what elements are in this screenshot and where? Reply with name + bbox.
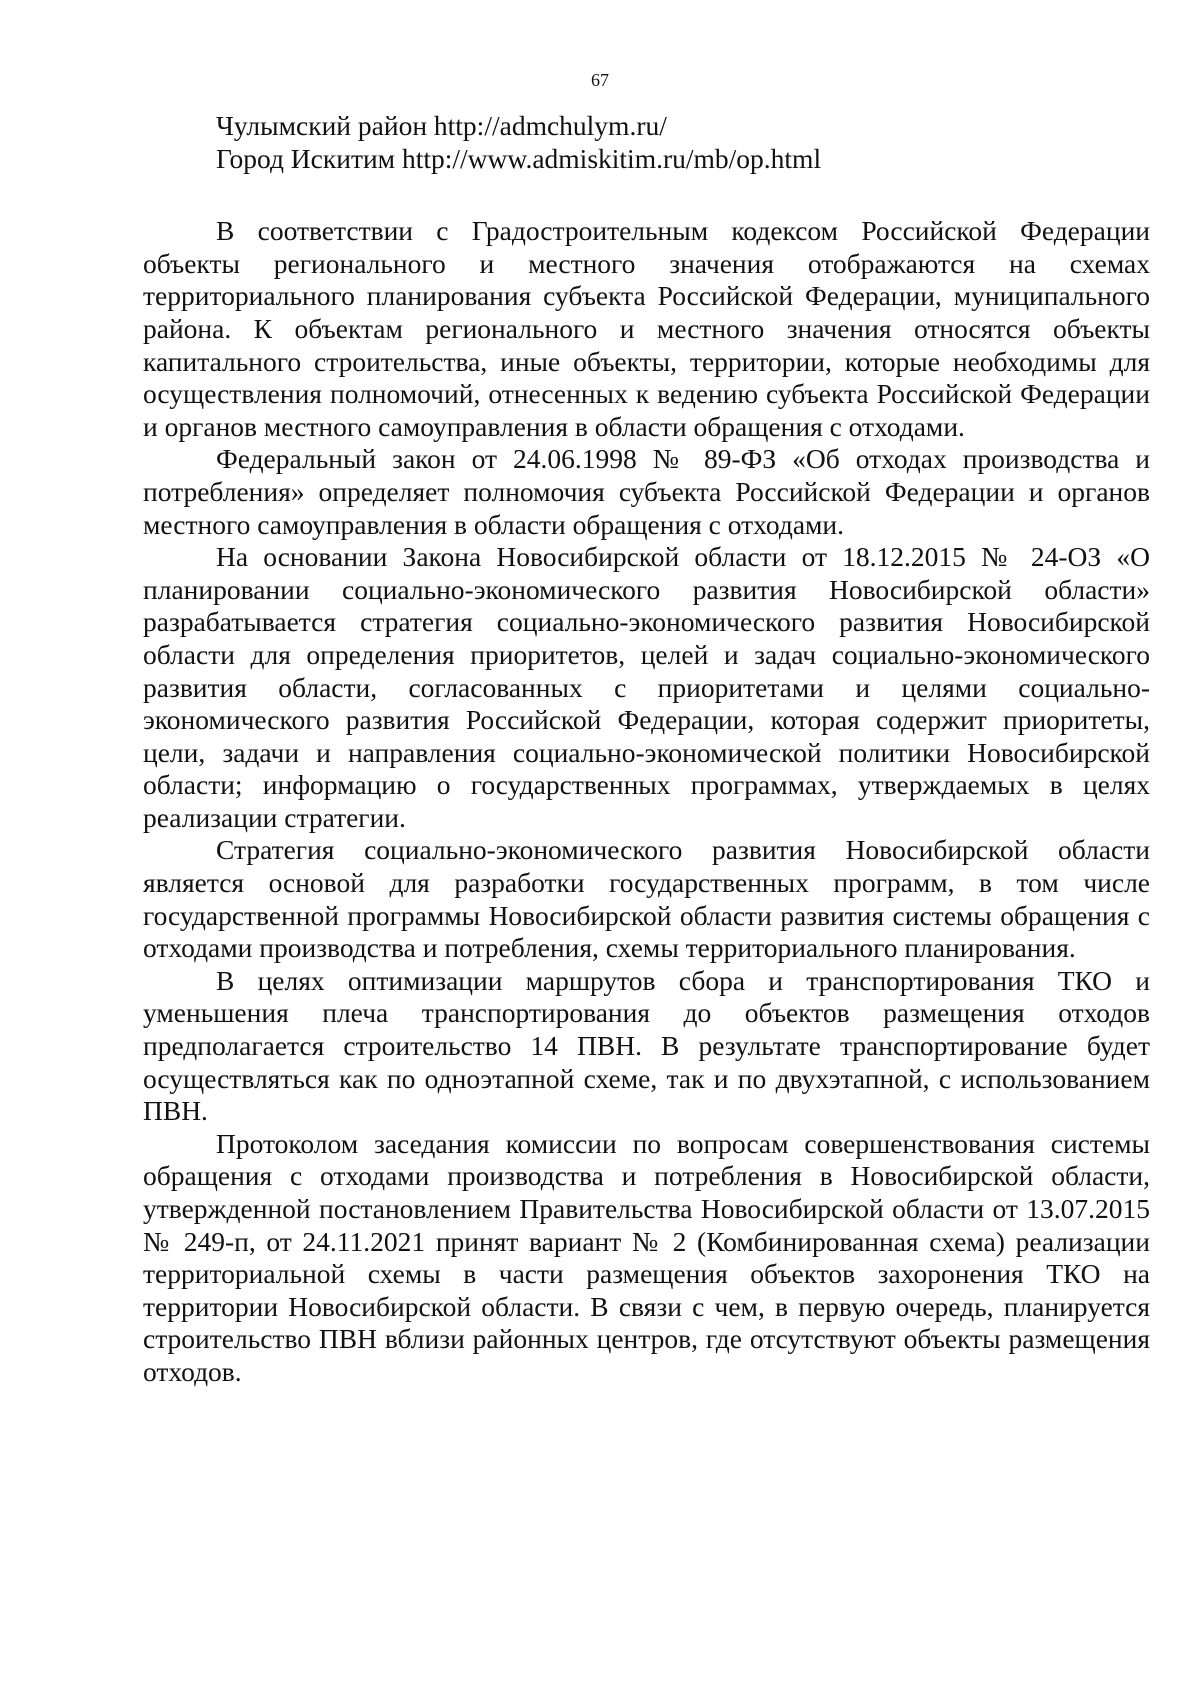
paragraph-federal-law: Федеральный закон от 24.06.1998 № 89-ФЗ «Об отходах производства и потребления» определяет полномочия субъекта Российской Федерации и органов местного самоуправления в области обращения с отходами. <box>143 443 1150 540</box>
paragraph-strategy: Стратегия социально-экономического развития Новосибирской области является основой для разработки государственных программ, в том числе государственной программы Новосибирской области развития системы обращения с отходами производства и потребления, схемы территориального планирования. <box>143 834 1150 964</box>
paragraph-grad-code: В соответствии с Градостроительным кодексом Российской Федерации объекты регионального и местного значения отображаются на схемах территориального планирования субъекта Российской Федерации, муниципального района. К объектам регионального и местного значения относятся объекты капитального строительства, иные объекты, территории, которые необходимы для осуществления полномочий, отнесенных к ведению субъекта Российской Федерации и органов местного самоуправления в области обращения с отходами. <box>143 215 1150 442</box>
paragraph-routes-optimization: В целях оптимизации маршрутов сбора и транспортирования ТКО и уменьшения плеча транспортирования до объектов размещения отходов предполагается строительство 14 ПВН. В результате транспортирование будет осуществляться как по одноэтапной схеме, так и по двухэтапной, с использованием ПВН. <box>143 964 1150 1127</box>
paragraph-regional-law: На основании Закона Новосибирской области от 18.12.2015 № 24-ОЗ «О планировании социально-экономического развития Новосибирской области» разрабатывается стратегия социально-экономического развития Новосибирской области для определения приоритетов, целей и задач социально-экономического развития области, согласованных с приоритетами и целями социально-экономического развития Российской Федерации, которая содержит приоритеты, цели, задачи и направления социально-экономической политики Новосибирской области; информацию о государственных программах, утверждаемых в целях реализации стратегии. <box>143 541 1150 833</box>
link-line-iskitim: Город Искитим http://www.admiskitim.ru/mb/op.html <box>216 142 822 174</box>
spacer <box>143 175 1150 215</box>
paragraph-commission-protocol: Протоколом заседания комиссии по вопросам совершенствования системы обращения с отходами производства и потребления в Новосибирской области, утвержденной постановлением Правительства Новосибирской области от 13.07.2015 № 249-п, от 24.11.2021 принят вариант № 2 (Комбинированная схема) реализации территориальной схемы в части размещения объектов захоронения ТКО на территории Новосибирской области. В связи с чем, в первую очередь, планируется строительство ПВН вблизи районных центров, где отсутствуют объекты размещения отходов. <box>143 1127 1150 1387</box>
document-body <box>143 110 1150 1389</box>
link-line-chulym: Чулымский район http://admchulym.ru/ <box>216 110 667 141</box>
page-number: 67 <box>591 70 609 90</box>
